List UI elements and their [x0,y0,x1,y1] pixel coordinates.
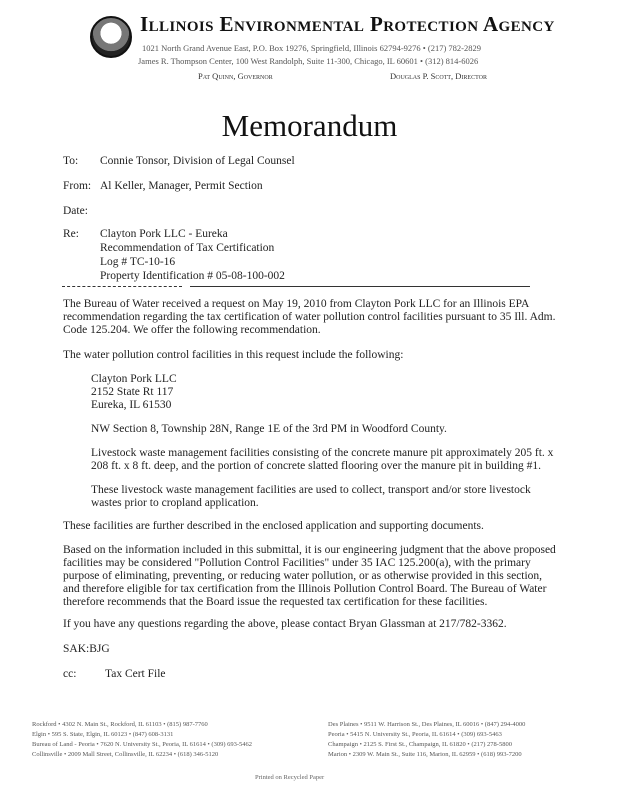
facility-location: NW Section 8, Township 28N, Range 1E of the 3rd PM in Woodford County. [91,423,447,435]
re-line: Recommendation of Tax Certification [100,242,275,254]
initials: SAK:BJG [63,643,110,655]
agency-address-line-2: James R. Thompson Center, 100 West Randolph, Suite 11-300, Chicago, IL 60601 • (312) 814-6026 [138,56,479,66]
body-paragraph: Based on the information included in this submittal, it is our engineering judgment that the above proposed facilities may be considered "Pollution Control Facilities" under 35 IAC 125.200(a), with the primary purpose of eliminating, preventing, or reducing water pollution, or as otherwise provided in this section, and therefore eligible for tax certification from the Illinois Pollution Control Board. The Bureau of Water therefore recommends that the Board issue the requested tax certification for these facilities. [63,544,556,608]
facility-description: Livestock waste management facilities consisting of the concrete manure pit approximately 205 ft. x 208 ft. x 8 ft. deep, and the portion of concrete slatted flooring over the manure pit in building #1. [91,447,554,472]
re-line: Clayton Pork LLC - Eureka [100,228,228,240]
cc-value: Tax Cert File [105,668,166,680]
cc-label: cc: [63,668,77,680]
to-label: To: [63,155,79,167]
from-label: From: [63,180,92,192]
footer-office-line: Bureau of Land - Peoria • 7620 N. University St., Peoria, IL 61614 • (309) 693-5462 [32,741,253,748]
body-paragraph: These facilities are further described in the enclosed application and supporting documents. [63,520,484,532]
header-divider [190,286,530,287]
footer-office-line: Elgin • 595 S. State, Elgin, IL 60123 • (847) 608-3131 [32,731,174,738]
re-line: Log # TC-10-16 [100,256,176,268]
agency-address-line-1: 1021 North Grand Avenue East, P.O. Box 19276, Springfield, Illinois 62794-9276 • (217) 782-2829 [142,43,482,53]
header-divider [62,286,182,287]
footer-office-line: Marion • 2309 W. Main St., Suite 116, Marion, IL 62959 • (618) 993-7200 [328,751,522,758]
date-label: Date: [63,205,88,217]
recycled-paper-note: Printed on Recycled Paper [255,774,325,781]
re-label: Re: [63,228,79,240]
director-name: Douglas P. Scott, Director [390,71,487,81]
footer-offices-left [32,720,252,760]
body-paragraph: The water pollution control facilities in this request include the following: [63,349,404,361]
footer-office-line: Collinsville • 2009 Mall Street, Collinsville, IL 62234 • (618) 346-5120 [32,751,219,758]
from-value: Al Keller, Manager, Permit Section [100,180,263,192]
facility-purpose: These livestock waste management facilities are used to collect, transport and/or store livestock wastes prior to cropland application. [91,484,531,509]
footer-office-line: Des Plaines • 9511 W. Harrison St., Des Plaines, IL 60016 • (847) 294-4000 [328,721,526,728]
memo-title: Memorandum [221,108,398,143]
footer-office-line: Peoria • 5415 N. University St., Peoria, IL 61614 • (309) 693-5463 [328,731,502,738]
agency-name: Illinois Environmental Protection Agency [140,12,555,36]
facility-address-line: 2152 State Rt 117 [91,386,174,398]
agency-seal-icon [90,16,132,58]
re-line: Property Identification # 05-08-100-002 [100,270,285,282]
facility-address-line: Clayton Pork LLC [91,373,177,385]
footer-offices-right [328,720,525,760]
governor-name: Pat Quinn, Governor [198,71,273,81]
footer-office-line: Champaign • 2125 S. First St., Champaign, IL 61820 • (217) 278-5800 [328,741,512,748]
footer-office-line: Rockford • 4302 N. Main St., Rockford, IL 61103 • (815) 987-7760 [32,721,208,728]
contact-paragraph: If you have any questions regarding the above, please contact Bryan Glassman at 217/782-3362. [63,618,507,630]
body-paragraph: The Bureau of Water received a request on May 19, 2010 from Clayton Pork LLC for an Illinois EPA recommendation regarding the tax certification of water pollution control facilities pursuant to 35 Ill. Adm. Code 125.204. We offer the following recommendation. [63,298,556,336]
to-value: Connie Tonsor, Division of Legal Counsel [100,155,295,167]
facility-address-line: Eureka, IL 61530 [91,399,172,411]
